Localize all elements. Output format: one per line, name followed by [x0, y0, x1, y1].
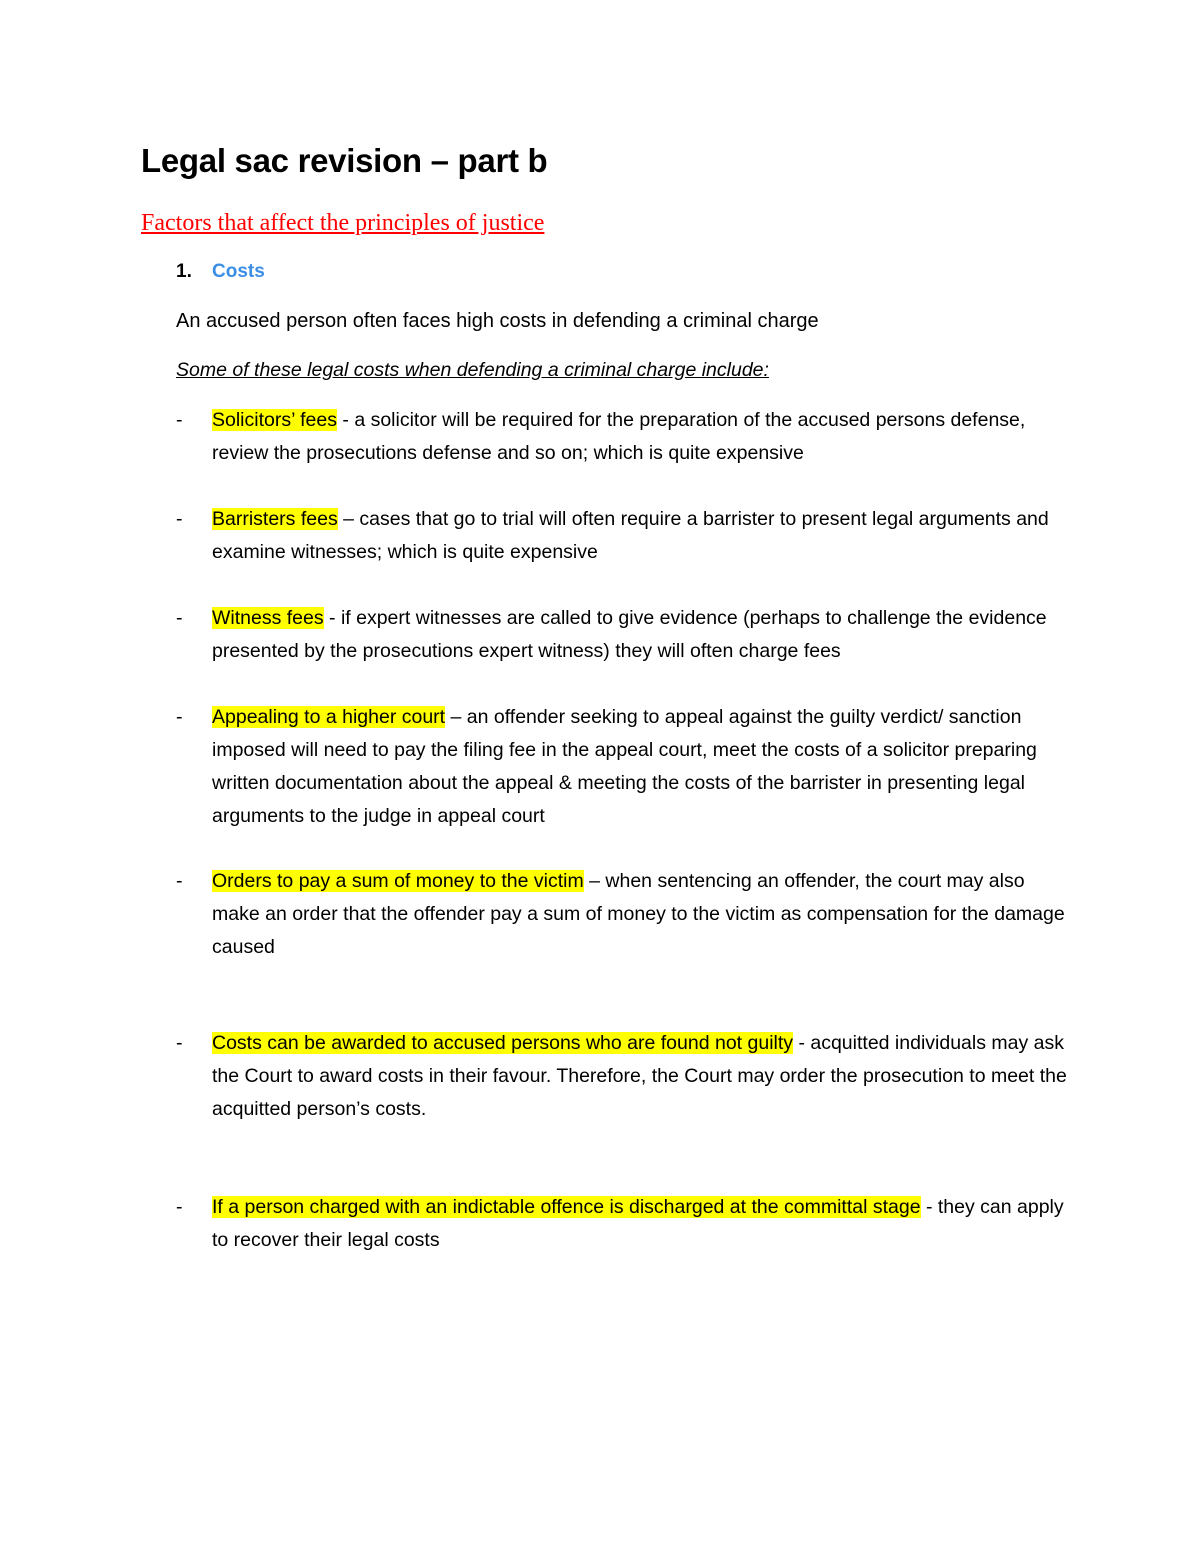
term-description: – an offender seeking to appeal against the guilty verdict/ sanction imposed will need to pay the filing fee in the appeal court, meet the costs of a solicitor preparing written documentation about the appeal & meeting the costs of the barrister in presenting legal arguments to the judge in appeal court — [212, 706, 1037, 827]
section-label: Costs — [212, 261, 265, 282]
term-description: - acquitted individuals may ask the Court to award costs in their favour. Therefore, the Court may order the prosecution to meet the acquitted person’s costs. — [212, 1032, 1067, 1120]
term-description: – cases that go to trial will often require a barrister to present legal arguments and examine witnesses; which is quite expensive — [212, 508, 1049, 563]
highlighted-term: Appealing to a higher court — [212, 706, 446, 728]
highlighted-term: Orders to pay a sum of money to the victim — [212, 870, 584, 892]
term-description: - if expert witnesses are called to give evidence (perhaps to challenge the evidence presented by the prosecutions expert witness) they will often charge fees — [212, 607, 1047, 662]
intro-text: An accused person often faces high costs in defending a criminal charge — [176, 310, 819, 332]
list-item — [176, 503, 1076, 569]
document-title: Legal sac revision – part b — [141, 142, 548, 179]
term-description: - a solicitor will be required for the preparation of the accused persons defense, review the prosecutions defense and so on; which is quite expensive — [212, 409, 1026, 464]
list-item-text — [212, 865, 1076, 964]
list-item-text — [212, 1191, 1076, 1257]
term-description: – when sentencing an offender, the court may also make an order that the offender pay a sum of money to the victim as compensation for the damage caused — [212, 870, 1065, 958]
list-item-text — [212, 404, 1076, 470]
bullet-dash: - — [176, 508, 183, 530]
list-item — [176, 1027, 1076, 1126]
list-item — [176, 602, 1076, 668]
list-item-text — [212, 701, 1076, 833]
bullet-dash: - — [176, 706, 183, 728]
term-description: - they can apply to recover their legal costs — [212, 1196, 1064, 1251]
list-item-text — [212, 503, 1076, 569]
section-subtitle: Factors that affect the principles of justice — [141, 210, 545, 236]
section-heading — [176, 261, 265, 283]
highlighted-term: Costs can be awarded to accused persons who are found not guilty — [212, 1032, 794, 1054]
list-item-text — [212, 1027, 1076, 1126]
section-number: 1. — [176, 261, 192, 282]
highlighted-term: If a person charged with an indictable offence is discharged at the committal stage — [212, 1196, 921, 1218]
list-item — [176, 865, 1076, 964]
bullet-dash: - — [176, 409, 183, 431]
highlighted-term: Solicitors’ fees — [212, 409, 337, 431]
list-item-text — [212, 602, 1076, 668]
list-item — [176, 1191, 1076, 1257]
highlighted-term: Barristers fees — [212, 508, 338, 530]
intro-subheading: Some of these legal costs when defending a criminal charge include: — [176, 359, 769, 381]
bullet-dash: - — [176, 1196, 183, 1218]
bullet-dash: - — [176, 607, 183, 629]
highlighted-term: Witness fees — [212, 607, 324, 629]
list-item — [176, 404, 1076, 470]
bullet-dash: - — [176, 1032, 183, 1054]
list-item — [176, 701, 1076, 833]
bullet-dash: - — [176, 870, 183, 892]
